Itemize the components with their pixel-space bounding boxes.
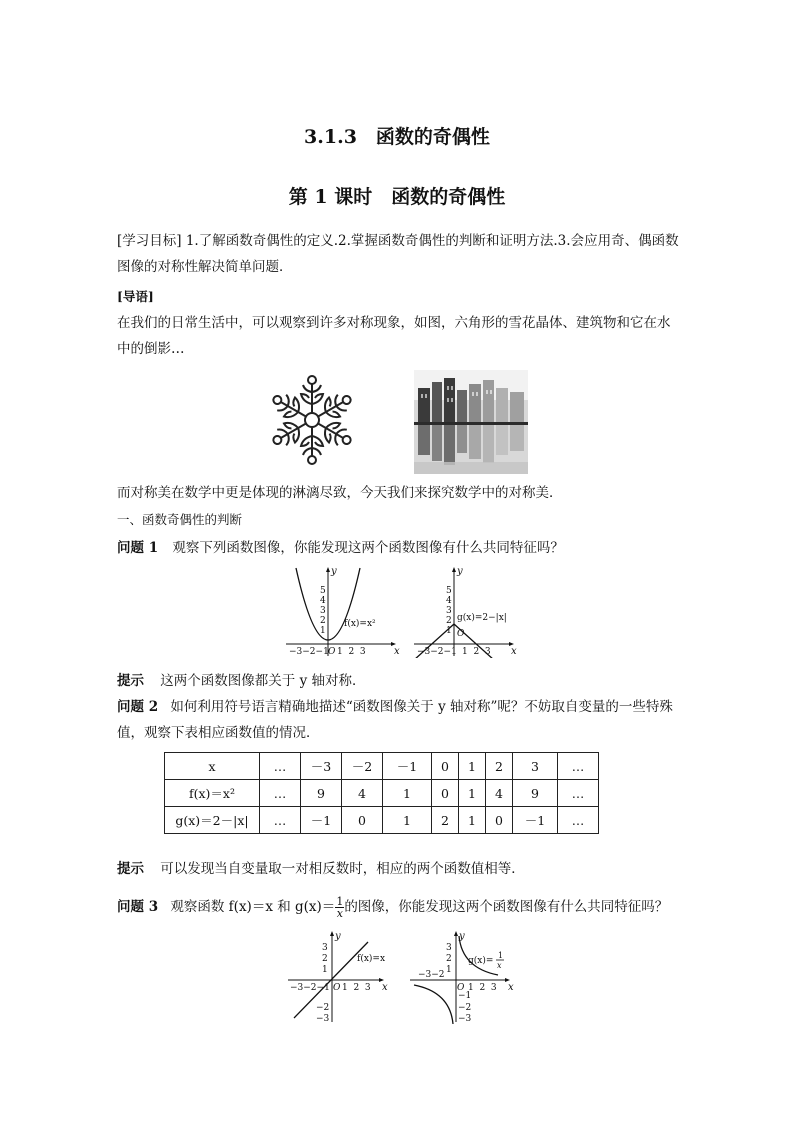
origin-label: O [457, 629, 465, 639]
table-cell: －1 [383, 753, 432, 780]
y-axis-arrow-icon [452, 567, 456, 572]
y-axis-label: y [459, 931, 465, 942]
y-axis-arrow-icon [454, 931, 458, 936]
y-tick-negative: −3 [316, 1014, 330, 1024]
q3-label: 问题 3 [117, 899, 159, 915]
buildings-reflection-photo [414, 370, 528, 474]
table-cell: 1 [383, 780, 432, 807]
fraction-denominator: x [497, 961, 502, 970]
values-table [164, 752, 599, 834]
y-tick: 4 [320, 596, 326, 606]
goals-label: [学习目标] [117, 233, 182, 249]
q3-text-b: 的图像，你能发现这两个函数图像有什么共同特征吗？ [344, 899, 669, 915]
y-tick-negative: −2 [458, 1003, 472, 1013]
table-cell: 9 [301, 780, 342, 807]
y-tick: 1 [320, 626, 326, 636]
y-tick: 3 [322, 943, 328, 953]
table-cell: 1 [459, 780, 486, 807]
table-cell: x [165, 753, 260, 780]
table-cell: －1 [513, 807, 558, 834]
hint2-label: 提示 [117, 861, 144, 877]
q3-text-a: 观察函数 f(x)＝x 和 g(x)＝ [170, 899, 336, 915]
fraction-numerator: 1 [498, 951, 504, 960]
table-cell: 4 [486, 780, 513, 807]
y-axis-arrow-icon [326, 567, 330, 572]
y-tick: 5 [446, 586, 452, 596]
hyperbola-branch-negative [414, 985, 453, 1024]
hint-2 [117, 856, 679, 882]
intro-after: 而对称美在数学中更是体现的淋漓尽致，今天我们来探究数学中的对称美． [117, 485, 563, 501]
table-cell: 0 [432, 753, 459, 780]
q1-text: 观察下列函数图像，你能发现这两个函数图像有什么共同特征吗？ [172, 540, 564, 556]
y-tick: 3 [446, 943, 452, 953]
fraction-1-over-x: $\frac{1}{x}$ [336, 895, 344, 920]
y-tick: 2 [320, 616, 326, 626]
origin-label: O [328, 647, 336, 657]
table-cell: 4 [342, 780, 383, 807]
table-cell: … [558, 753, 599, 780]
x-ticks-positive: 1 2 3 [337, 647, 366, 657]
y-tick: 3 [446, 606, 452, 616]
y-tick: 1 [446, 965, 452, 975]
x-axis-label: x [508, 982, 514, 993]
hint1-label: 提示 [117, 673, 144, 689]
table-cell: 1 [459, 807, 486, 834]
snowflake-image [266, 374, 358, 466]
goals-text: 1.了解函数奇偶性的定义.2.掌握函数奇偶性的判断和证明方法.3.会应用奇、偶函数图像的对称性解决简单问题． [117, 233, 679, 275]
table-cell: 0 [432, 780, 459, 807]
x-ticks-positive: 1 2 3 [342, 983, 371, 993]
function-label: f(x)=x² [344, 619, 376, 629]
x-ticks-positive: 1 2 3 [468, 983, 497, 993]
y-tick: 1 [322, 965, 328, 975]
graph-g-2-minus-abs-x [412, 564, 520, 658]
y-tick-negative: −2 [316, 1003, 330, 1013]
table-cell: … [260, 753, 301, 780]
lesson-title: 第 1 课时 函数的奇偶性 [288, 186, 506, 208]
y-tick: 1 [446, 626, 452, 636]
q2-label: 问题 2 [117, 699, 159, 715]
question-1 [117, 535, 679, 561]
y-axis-label: y [335, 931, 341, 942]
intro-text: 在我们的日常生活中，可以观察到许多对称现象，如图，六角形的雪花晶体、建筑物和它在水中的倒影… [117, 315, 671, 357]
table-cell: －2 [342, 753, 383, 780]
table-cell: 9 [513, 780, 558, 807]
y-axis-label: y [331, 566, 337, 577]
table-cell: 3 [513, 753, 558, 780]
function-label: f(x)=x [357, 954, 386, 964]
x-ticks-negative: −3−2−1 [290, 983, 330, 993]
graph-g-1-over-x [408, 928, 518, 1024]
q1-label: 问题 1 [117, 540, 159, 556]
y-tick: 3 [320, 606, 326, 616]
hint2-text: 可以发现当自变量取一对相反数时，相应的两个函数值相等． [160, 861, 525, 877]
table-cell: 1 [383, 807, 432, 834]
table-cell: f(x)＝x² [165, 780, 260, 807]
table-row [165, 780, 599, 807]
table-cell: 0 [486, 807, 513, 834]
table-cell: 0 [342, 807, 383, 834]
y-axis-arrow-icon [330, 931, 334, 936]
x-axis-label: x [511, 646, 517, 657]
learning-goals [117, 228, 679, 280]
hint-1 [117, 668, 679, 694]
question-2 [117, 694, 679, 746]
table-cell: … [558, 807, 599, 834]
y-tick: 2 [322, 954, 328, 964]
table-row [165, 753, 599, 780]
origin-label: O [457, 983, 465, 993]
section-title: 3.1.3 函数的奇偶性 [304, 126, 490, 148]
origin-label: O [333, 983, 341, 993]
table-cell: … [260, 807, 301, 834]
x-ticks-negative: −3−2−1 [417, 647, 457, 657]
graph-f-x-equals-x [286, 928, 394, 1024]
x-axis-label: x [382, 982, 388, 993]
table-cell: … [260, 780, 301, 807]
y-tick: 5 [320, 586, 326, 596]
x-ticks-negative: −3−2 [418, 970, 445, 980]
function-label: g(x)=2−|x| [457, 613, 507, 623]
x-axis-label: x [394, 646, 400, 657]
table-row [165, 807, 599, 834]
x-ticks-negative: −3−2−1 [289, 647, 329, 657]
table-cell: 2 [432, 807, 459, 834]
graph-f-x-squared [282, 564, 400, 658]
table-cell: … [558, 780, 599, 807]
y-tick-negative: −1 [458, 991, 472, 1001]
table-cell: －1 [301, 807, 342, 834]
function-label: g(x)= [468, 956, 494, 966]
y-tick: 2 [446, 616, 452, 626]
hint1-text: 这两个函数图像都关于 y 轴对称． [160, 673, 366, 689]
y-axis-label: y [457, 566, 463, 577]
y-tick: 2 [446, 954, 452, 964]
q2-text: 如何利用符号语言精确地描述“函数图像关于 y 轴对称”呢？不妨取自变量的一些特殊值，观察下表相应函数值的情况． [117, 699, 673, 741]
question-3 [117, 894, 679, 920]
table-cell: 2 [486, 753, 513, 780]
table-cell: －3 [301, 753, 342, 780]
table-cell: 1 [459, 753, 486, 780]
x-ticks-positive: 1 2 3 [462, 647, 491, 657]
y-tick-negative: −3 [458, 1014, 472, 1024]
y-tick: 4 [446, 596, 452, 606]
intro-label: [导语] [117, 289, 154, 304]
section1-title: 一、函数奇偶性的判断 [117, 512, 243, 527]
table-cell: g(x)＝2－|x| [165, 807, 260, 834]
